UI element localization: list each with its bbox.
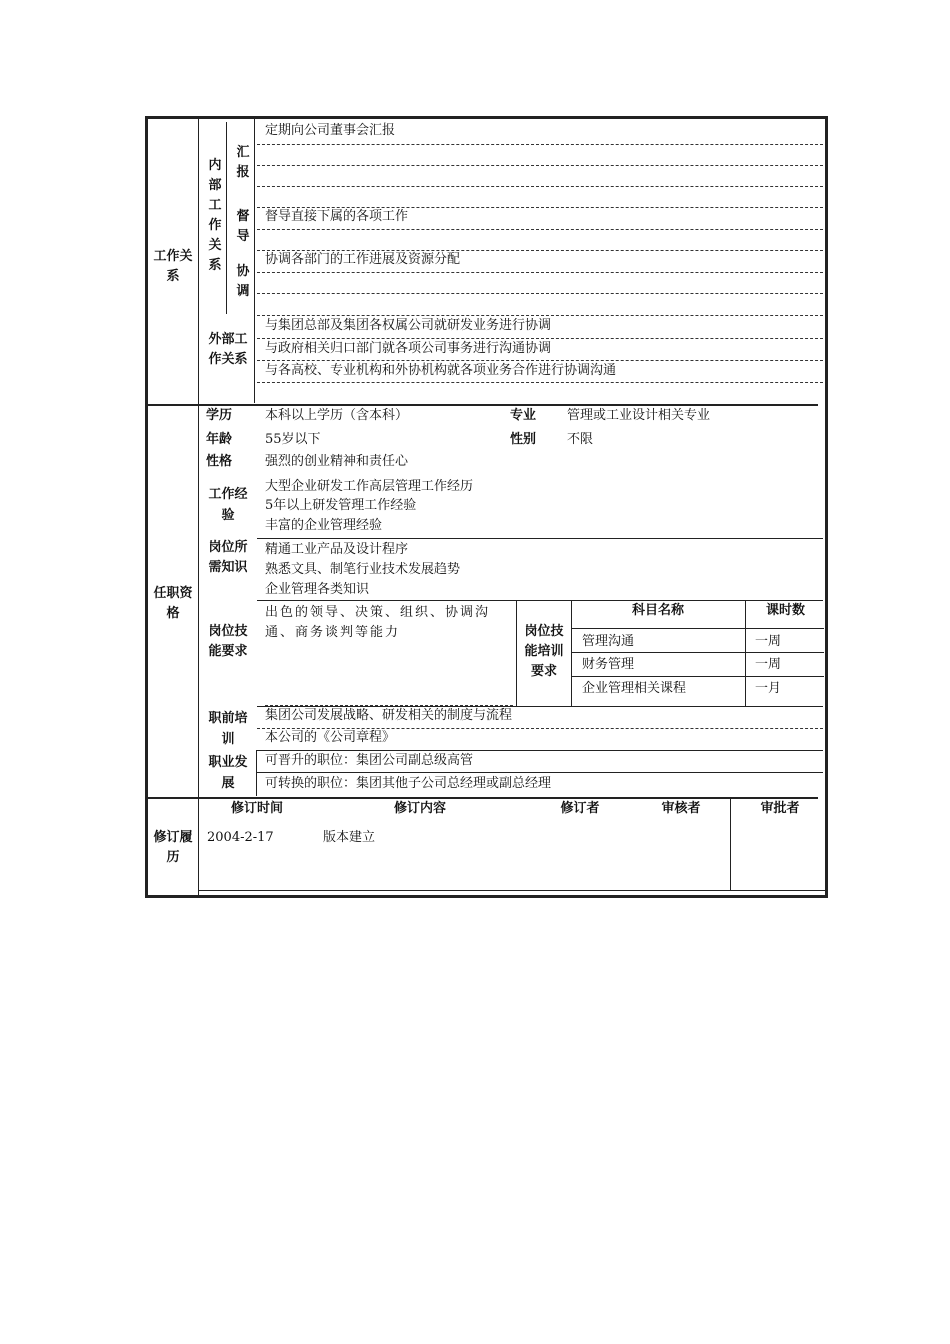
external-item: 与政府相关归口部门就各项公司事务进行沟通协调: [265, 341, 552, 356]
gender-value: 不限: [567, 432, 594, 447]
experience-label: 工作经验: [208, 487, 248, 523]
dashed-line: [257, 272, 823, 273]
revision-col-approver: 审批者: [760, 801, 800, 816]
dashed-line: [257, 382, 823, 383]
dashed-line: [257, 293, 823, 294]
experience-item: 丰富的企业管理经验: [265, 518, 383, 533]
section-title-revision-history: 修订履历: [153, 830, 193, 865]
row-line: [257, 538, 823, 539]
career-item: 可晋升的职位：集团公司副总级高管: [265, 753, 474, 768]
pretraining-item: 本公司的《公司章程》: [265, 730, 396, 745]
education-value: 本科以上学历（含本科）: [265, 408, 409, 423]
revision-col-auditor: 审核者: [661, 801, 701, 816]
report-label: 汇报: [236, 145, 250, 180]
pretraining-label: 职前培训: [208, 711, 248, 747]
education-label: 学历: [206, 408, 233, 423]
career-item: 可转换的职位：集团其他子公司总经理或副总经理: [265, 776, 552, 791]
major-value: 管理或工业设计相关专业: [567, 408, 711, 423]
knowledge-item: 熟悉文具、制笔行业技术发展趋势: [265, 562, 461, 577]
skill-divider: [516, 601, 517, 706]
internal-divider: [226, 122, 227, 314]
training-subject: 企业管理相关课程: [582, 681, 687, 696]
table-border-top: [145, 116, 828, 119]
revision-time: 2004-2-17: [207, 830, 274, 845]
supervise-label: 督导: [236, 209, 250, 244]
training-subject: 管理沟通: [582, 634, 635, 649]
character-label: 性格: [206, 454, 233, 469]
experience-item: 大型企业研发工作高层管理工作经历: [265, 479, 474, 494]
training-hours: 一周: [755, 634, 782, 649]
knowledge-item: 企业管理各类知识: [265, 582, 370, 597]
left-column-divider: [198, 119, 199, 895]
row-line: [572, 676, 824, 677]
row-line: [257, 772, 823, 773]
supervise-text: 督导直接下属的各项工作: [265, 209, 409, 224]
revision-col-reviser: 修订者: [560, 801, 600, 816]
experience-item: 5年以上研发管理工作经验: [265, 498, 417, 513]
work-label-divider: [254, 119, 255, 403]
age-value: 55岁以下: [265, 432, 321, 447]
training-hours: 一周: [755, 657, 782, 672]
report-text: 定期向公司董事会汇报: [265, 123, 396, 138]
skill-value: 出色的领导、决策、组织、协调沟通、商务谈判等能力: [265, 605, 491, 640]
dashed-line: [257, 229, 823, 230]
skill-label: 岗位技能要求: [208, 624, 248, 659]
character-value: 强烈的创业精神和责任心: [265, 454, 409, 469]
training-subject: 财务管理: [582, 657, 635, 672]
section-title-qualifications: 任职资格: [153, 586, 193, 621]
section-title-work-relations: 工作关系: [153, 249, 193, 284]
dashed-line: [257, 144, 823, 145]
training-hours: 一月: [755, 681, 782, 696]
age-label: 年龄: [206, 432, 233, 447]
coordinate-label: 协调: [236, 264, 250, 299]
revision-col-time: 修订时间: [230, 801, 283, 816]
training-header-subject: 科目名称: [631, 603, 684, 618]
section-divider: [148, 404, 818, 406]
career-divider: [256, 750, 257, 796]
knowledge-item: 精通工业产品及设计程序: [265, 542, 409, 557]
row-line: [198, 890, 825, 891]
dashed-line: [257, 165, 823, 166]
external-item: 与集团总部及集团各权属公司就研发业务进行协调: [265, 318, 552, 333]
pretraining-item: 集团公司发展战略、研发相关的制度与流程: [265, 708, 513, 723]
dashed-line: [257, 186, 823, 187]
table-border-left: [145, 116, 148, 898]
table-border-bottom: [145, 895, 828, 898]
row-line: [572, 652, 824, 653]
external-relations-label: 外部工作关系: [208, 332, 248, 367]
training-label: 岗位技能培训要求: [524, 624, 564, 679]
approver-divider: [730, 798, 731, 891]
revision-content: 版本建立: [323, 830, 376, 845]
table-border-right: [825, 116, 828, 898]
gender-label: 性别: [510, 432, 537, 447]
career-label: 职业发展: [208, 755, 248, 791]
training-header-hours: 课时数: [765, 603, 805, 618]
row-line: [572, 628, 824, 629]
external-item: 与各高校、专业机构和外协机构就各项业务合作进行协调沟通: [265, 363, 617, 378]
knowledge-label: 岗位所需知识: [208, 540, 248, 575]
internal-relations-label: 内部工作关系: [208, 158, 222, 273]
revision-col-content: 修订内容: [393, 801, 446, 816]
major-label: 专业: [510, 408, 537, 423]
coordinate-text: 协调各部门的工作进展及资源分配: [265, 252, 461, 267]
